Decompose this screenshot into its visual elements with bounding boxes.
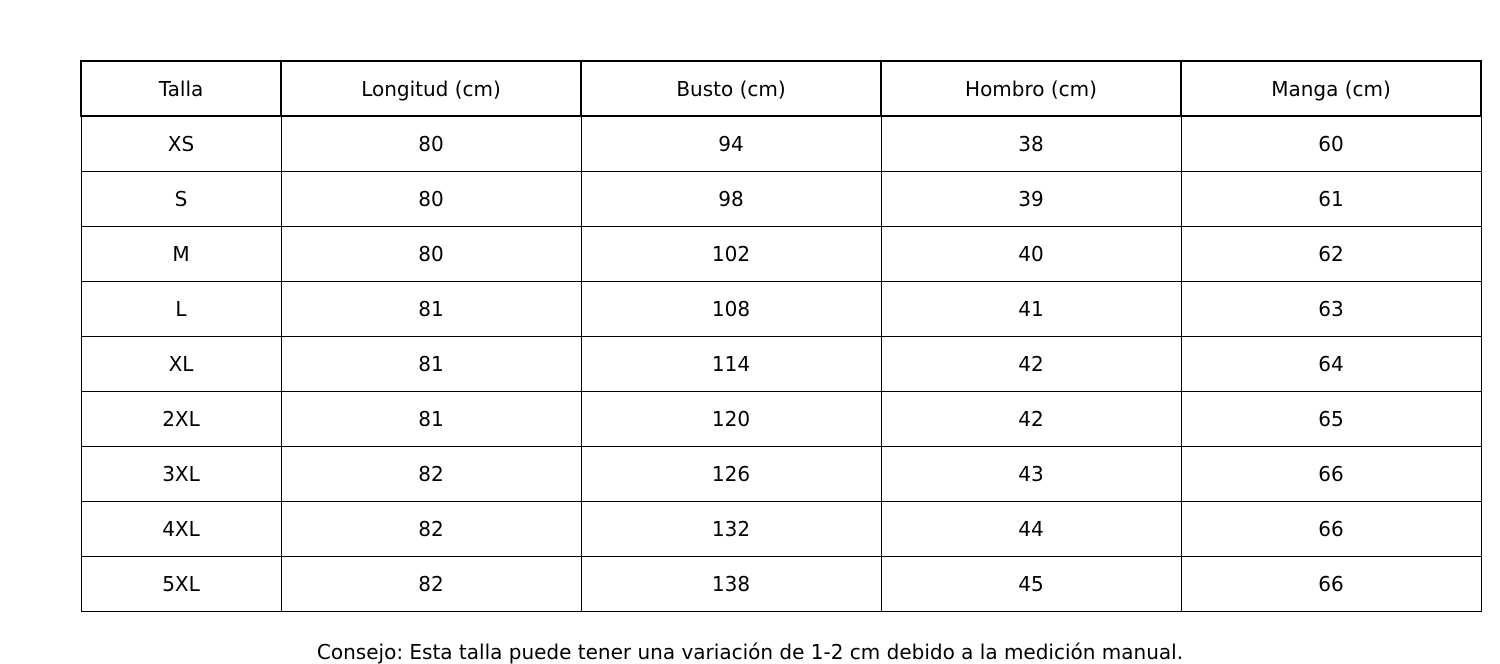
cell-length: 80 — [281, 227, 581, 282]
cell-shoulder: 39 — [881, 172, 1181, 227]
cell-sleeve: 63 — [1181, 282, 1481, 337]
cell-size: M — [81, 227, 281, 282]
cell-size: XS — [81, 116, 281, 172]
cell-shoulder: 42 — [881, 392, 1181, 447]
table-row — [81, 557, 1481, 612]
cell-size: 3XL — [81, 447, 281, 502]
measurement-note: Consejo: Esta talla puede tener una variación de 1-2 cm debido a la medición manual. — [316, 640, 1184, 664]
table-row — [81, 227, 1481, 282]
cell-sleeve: 66 — [1181, 557, 1481, 612]
cell-size: S — [81, 172, 281, 227]
cell-sleeve: 66 — [1181, 502, 1481, 557]
cell-shoulder: 41 — [881, 282, 1181, 337]
cell-length: 82 — [281, 447, 581, 502]
table-row — [81, 282, 1481, 337]
cell-bust: 120 — [581, 392, 881, 447]
cell-length: 80 — [281, 172, 581, 227]
header-bust: Busto (cm) — [581, 61, 881, 116]
cell-bust: 98 — [581, 172, 881, 227]
cell-bust: 126 — [581, 447, 881, 502]
cell-bust: 114 — [581, 337, 881, 392]
cell-length: 82 — [281, 557, 581, 612]
cell-sleeve: 64 — [1181, 337, 1481, 392]
table-row — [81, 447, 1481, 502]
size-chart-table — [80, 60, 1482, 612]
cell-shoulder: 44 — [881, 502, 1181, 557]
cell-sleeve: 66 — [1181, 447, 1481, 502]
cell-size: 5XL — [81, 557, 281, 612]
cell-size: XL — [81, 337, 281, 392]
cell-length: 80 — [281, 116, 581, 172]
cell-sleeve: 65 — [1181, 392, 1481, 447]
header-row — [81, 61, 1481, 116]
cell-shoulder: 38 — [881, 116, 1181, 172]
cell-bust: 94 — [581, 116, 881, 172]
cell-length: 81 — [281, 282, 581, 337]
cell-sleeve: 62 — [1181, 227, 1481, 282]
cell-bust: 132 — [581, 502, 881, 557]
cell-sleeve: 60 — [1181, 116, 1481, 172]
header-size: Talla — [81, 61, 281, 116]
cell-shoulder: 43 — [881, 447, 1181, 502]
table-row — [81, 116, 1481, 172]
cell-size: 2XL — [81, 392, 281, 447]
header-length: Longitud (cm) — [281, 61, 581, 116]
cell-shoulder: 40 — [881, 227, 1181, 282]
table-row — [81, 392, 1481, 447]
cell-shoulder: 45 — [881, 557, 1181, 612]
table-row — [81, 172, 1481, 227]
cell-size: L — [81, 282, 281, 337]
table-row — [81, 337, 1481, 392]
cell-size: 4XL — [81, 502, 281, 557]
cell-length: 82 — [281, 502, 581, 557]
cell-bust: 102 — [581, 227, 881, 282]
cell-shoulder: 42 — [881, 337, 1181, 392]
cell-length: 81 — [281, 337, 581, 392]
table-row — [81, 502, 1481, 557]
cell-bust: 108 — [581, 282, 881, 337]
header-shoulder: Hombro (cm) — [881, 61, 1181, 116]
cell-sleeve: 61 — [1181, 172, 1481, 227]
cell-bust: 138 — [581, 557, 881, 612]
cell-length: 81 — [281, 392, 581, 447]
header-sleeve: Manga (cm) — [1181, 61, 1481, 116]
